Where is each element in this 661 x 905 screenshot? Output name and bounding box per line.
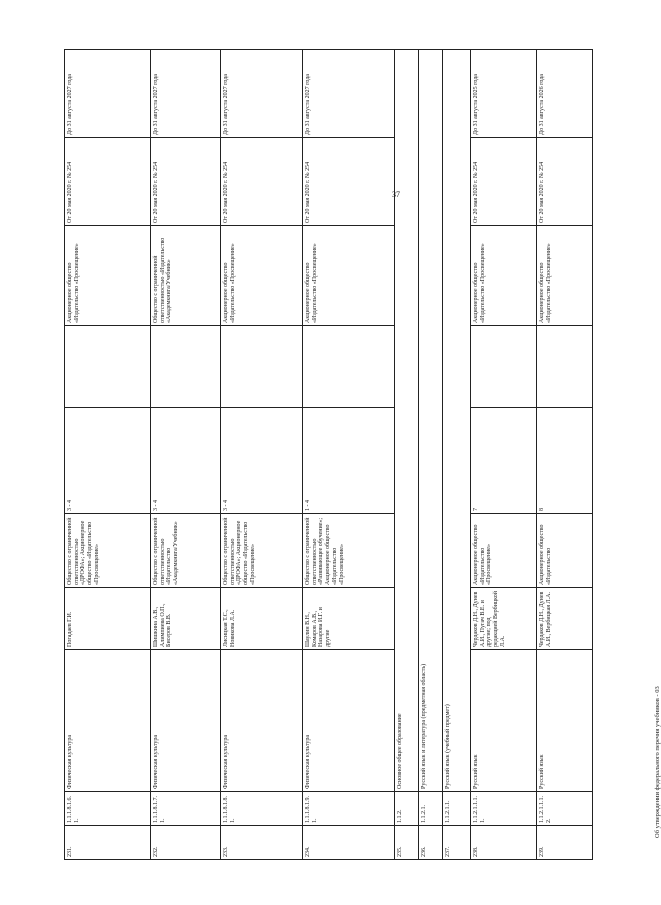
table-row bbox=[537, 50, 593, 860]
section-row bbox=[395, 50, 419, 860]
row-authors: Погадаев Г.И. bbox=[65, 588, 151, 650]
table-row bbox=[303, 50, 395, 860]
row-authors: Чердаков Д.Н., Дунев А.И., Пугач В.Е. и другие; под редакцией Вербицкой Л.А. bbox=[471, 588, 537, 650]
row-authors: Чердаков Д.Н., Дунев А.И., Вербицкая Л.А. bbox=[537, 588, 593, 650]
row-code: 1.1.1.8.1.8.1. bbox=[221, 792, 303, 826]
row-publisher: Общество с ограниченной ответственностью «Развивающее обучение»; Акционерное общество «Издательство «Просвещение» bbox=[303, 514, 395, 588]
page-number: 37 bbox=[392, 190, 400, 199]
section-row bbox=[443, 50, 471, 860]
row-code: 1.1.2.1.1.1.1. bbox=[471, 792, 537, 826]
row-subject: Физическая культура bbox=[151, 650, 221, 792]
row-order: От 20 мая 2020 г. № 254 bbox=[221, 138, 303, 226]
table-row bbox=[151, 50, 221, 860]
row-publisher: Общество с ограниченной ответственностью «ДРОФА»; Акционерное общество «Издательство «Просвещение» bbox=[221, 514, 303, 588]
rotated-table-area bbox=[64, 50, 661, 860]
row-order: От 20 мая 2020 г. № 254 bbox=[471, 138, 537, 226]
row-authors: Шишкина А.В., Алимпиева О.П., Бисеров В.В. bbox=[151, 588, 221, 650]
row-number: 232. bbox=[151, 826, 221, 860]
row-grade: 3 - 4 bbox=[151, 408, 221, 514]
row-code: 1.1.1.8.1.9.1. bbox=[303, 792, 395, 826]
row-extra bbox=[303, 326, 395, 408]
table-row bbox=[471, 50, 537, 860]
row-grade: 3 - 4 bbox=[65, 408, 151, 514]
table-row bbox=[65, 50, 151, 860]
row-owner: Акционерное общество «Издательство «Просвещение» bbox=[471, 226, 537, 326]
row-owner: Акционерное общество «Издательство «Просвещение» bbox=[221, 226, 303, 326]
row-extra bbox=[471, 326, 537, 408]
row-until: До 31 августа 2027 года bbox=[303, 50, 395, 138]
document-footer: Об утверждении федерального перечня учебников - 03 bbox=[654, 686, 661, 838]
row-subject: Русский язык bbox=[471, 650, 537, 792]
row-extra bbox=[537, 326, 593, 408]
row-code: 1.1.2.1. bbox=[419, 792, 443, 826]
row-number: 234. bbox=[303, 826, 395, 860]
row-code: 1.1.2. bbox=[395, 792, 419, 826]
row-publisher: Акционерное общество «Издательство «Просвещение» bbox=[471, 514, 537, 588]
table-row bbox=[221, 50, 303, 860]
row-publisher: Общество с ограниченной ответственностью «ДРОФА»; Акционерное общество «Издательство «Просвещение» bbox=[65, 514, 151, 588]
row-code: 1.1.1.8.1.6.1. bbox=[65, 792, 151, 826]
row-code: 1.1.1.8.1.7.1. bbox=[151, 792, 221, 826]
row-grade: 8 bbox=[537, 408, 593, 514]
row-until: До 31 августа 2025 года bbox=[471, 50, 537, 138]
row-number: 237. bbox=[443, 826, 471, 860]
row-publisher: Акционерное общество «Издательство bbox=[537, 514, 593, 588]
row-owner: Акционерное общество «Издательство «Просвещение» bbox=[303, 226, 395, 326]
row-extra bbox=[221, 326, 303, 408]
row-subject: Физическая культура bbox=[303, 650, 395, 792]
row-order: От 20 мая 2020 г. № 254 bbox=[303, 138, 395, 226]
row-number: 231. bbox=[65, 826, 151, 860]
row-number: 233. bbox=[221, 826, 303, 860]
row-number: 239. bbox=[537, 826, 593, 860]
row-code: 1.1.2.1.1.1.2. bbox=[537, 792, 593, 826]
row-number: 235. bbox=[395, 826, 419, 860]
row-subject: Физическая культура bbox=[221, 650, 303, 792]
section-label: Русский язык и литература (предметная область) bbox=[419, 50, 443, 792]
row-number: 238. bbox=[471, 826, 537, 860]
row-subject: Физическая культура bbox=[65, 650, 151, 792]
row-publisher: Общество с ограниченной ответственностью «Издательство «Академкнига/Учебник» bbox=[151, 514, 221, 588]
row-grade: 1 - 4 bbox=[303, 408, 395, 514]
row-owner: Акционерное общество «Издательство «Просвещение» bbox=[537, 226, 593, 326]
row-order: От 20 мая 2020 г. № 254 bbox=[151, 138, 221, 226]
row-authors: Шаулин В.Н., Комаров А.В., Назарова И.Г. и другие bbox=[303, 588, 395, 650]
table-body bbox=[65, 50, 593, 860]
section-label: Русский язык (учебный предмет) bbox=[443, 50, 471, 792]
row-code: 1.1.2.1.1. bbox=[443, 792, 471, 826]
row-until: До 31 августа 2027 года bbox=[151, 50, 221, 138]
row-order: От 20 мая 2020 г. № 254 bbox=[537, 138, 593, 226]
row-grade: 3 - 4 bbox=[221, 408, 303, 514]
row-owner: Акционерное общество «Издательство «Просвещение» bbox=[65, 226, 151, 326]
row-subject: Русский язык bbox=[537, 650, 593, 792]
row-until: До 31 августа 2026 года bbox=[537, 50, 593, 138]
row-until: До 31 августа 2027 года bbox=[221, 50, 303, 138]
row-extra bbox=[65, 326, 151, 408]
row-owner: Общество с ограниченной ответственностью «Издательство «Академкнига/Учебник» bbox=[151, 226, 221, 326]
row-authors: Лисицкая Т.С., Новикова Л.А. bbox=[221, 588, 303, 650]
row-extra bbox=[151, 326, 221, 408]
section-row bbox=[419, 50, 443, 860]
textbook-list-table bbox=[64, 49, 593, 860]
section-label: Основное общее образование bbox=[395, 50, 419, 792]
row-number: 236. bbox=[419, 826, 443, 860]
row-order: От 20 мая 2020 г. № 254 bbox=[65, 138, 151, 226]
row-until: До 31 августа 2027 года bbox=[65, 50, 151, 138]
row-grade: 7 bbox=[471, 408, 537, 514]
